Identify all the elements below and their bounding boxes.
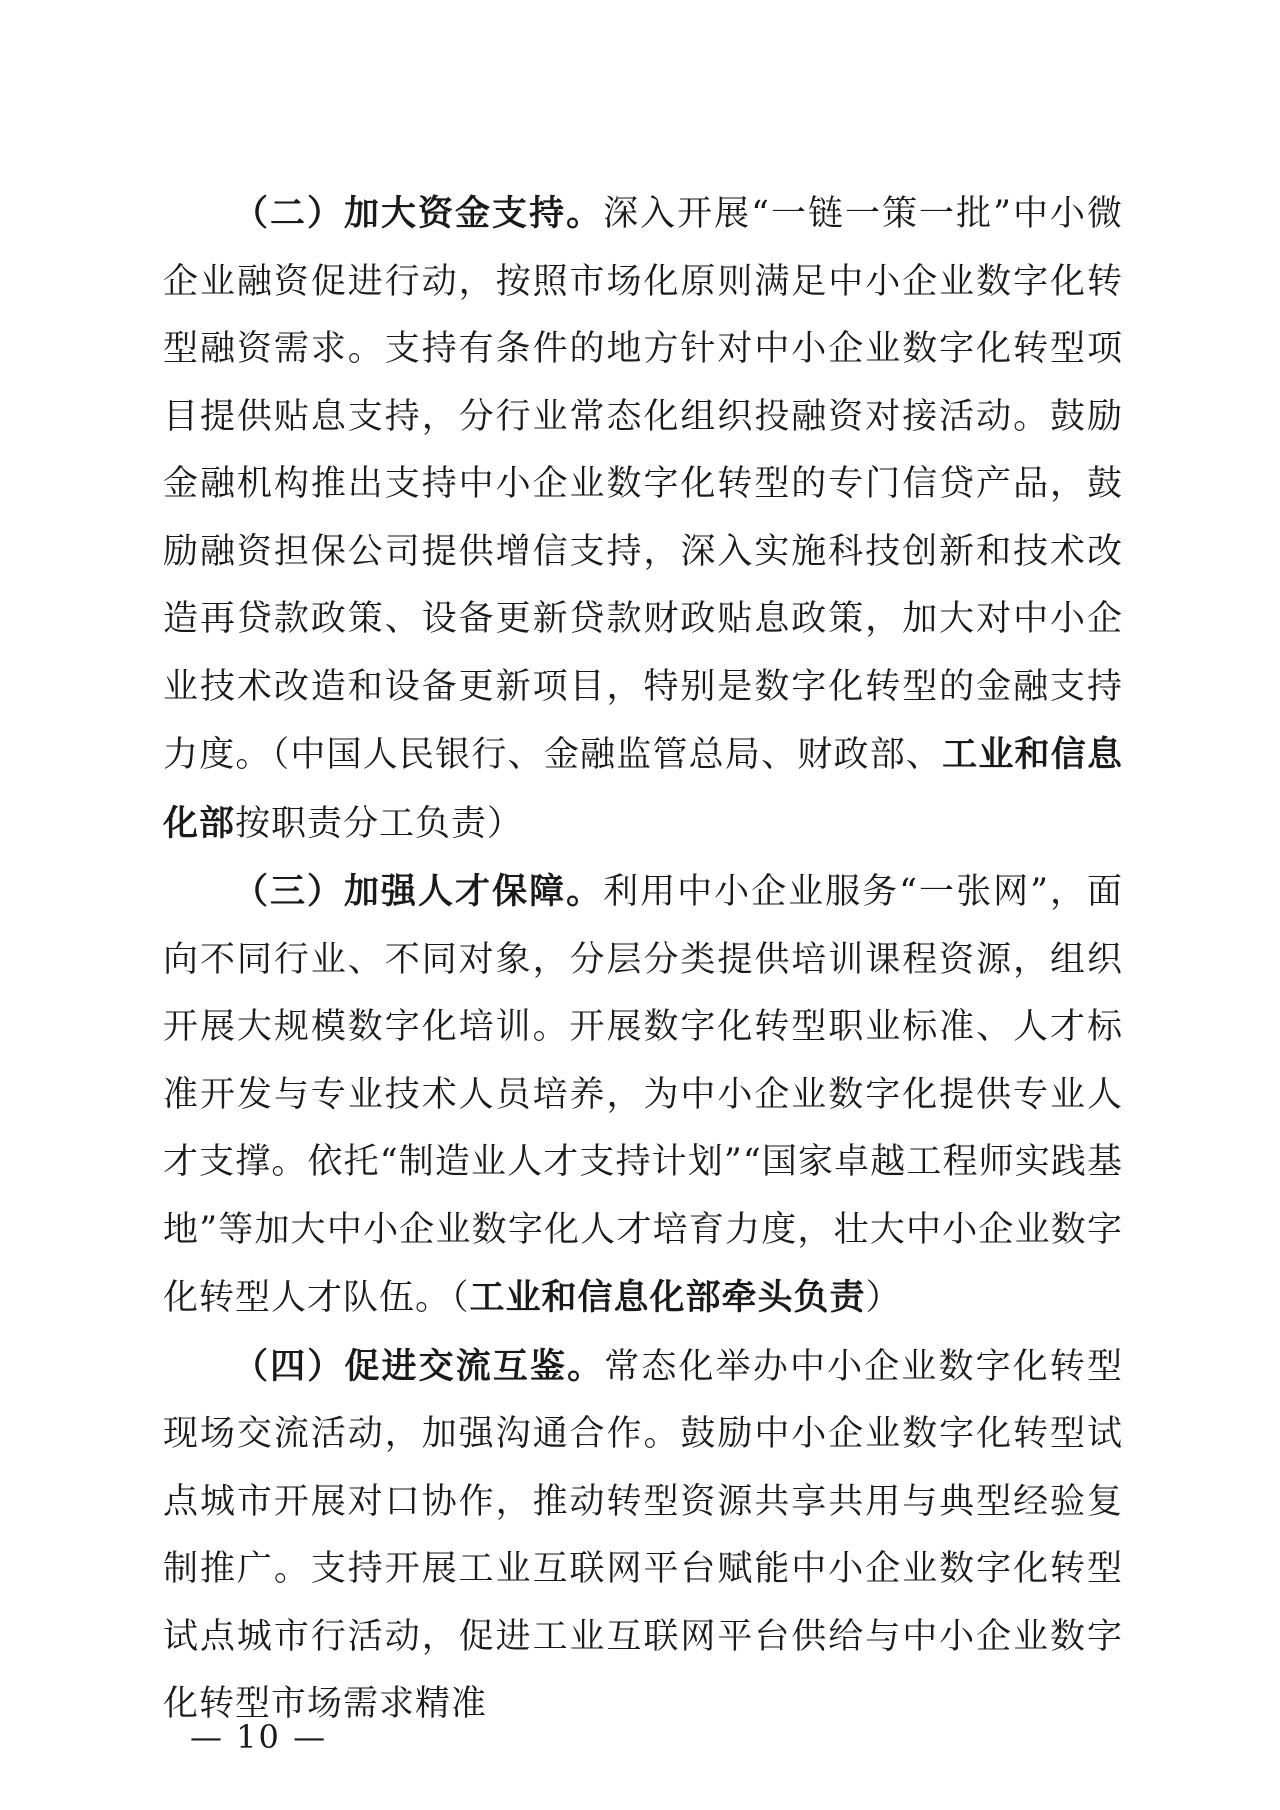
paragraph-heading: （四）促进交流互鉴。 bbox=[233, 1345, 605, 1387]
page-number: — 10 — bbox=[190, 1718, 328, 1756]
document-body bbox=[163, 180, 1123, 1739]
responsible-agency: 工业和信息化部牵头负责 bbox=[469, 1277, 866, 1318]
paragraph-funding-support bbox=[163, 180, 1123, 858]
paragraph-text: 深入开展“一链一策一批”中小微企业融资促进行动，按照市场化原则满足中小企业数字化转型融资需求。支持有条件的地方针对中小企业数字化转型项目提供贴息支持，分行业常态化组织投融资对接活动。鼓励金融机构推出支持中小企业数字化转型的专门信贷产品，鼓励融资担保公司提供增信支持，深入实施科技创新和技术改造再贷款政策、设备更新贷款财政贴息政策，加大对中小企业技术改造和设备更新项目，特别是数字化转型的金融支持力度。（中国人民银行、金融监管总局、财政部、 bbox=[163, 194, 1123, 775]
paragraph-text: 利用中小企业服务“一张网”，面向不同行业、不同对象，分层分类提供培训课程资源，组织开展大规模数字化培训。开展数字化转型职业标准、人才标准开发与专业技术人员培养，为中小企业数字化提供专业人才支撑。依托“制造业人才支持计划”“国家卓越工程师实践基地”等加大中小企业数字化人才培育力度，壮大中小企业数字化转型人才队伍。（ bbox=[163, 872, 1123, 1318]
paragraph-heading: （三）加强人才保障。 bbox=[233, 871, 604, 912]
paragraph-exchange bbox=[163, 1333, 1123, 1739]
paragraph-talent-support bbox=[163, 858, 1123, 1333]
paragraph-tail: 按职责分工负责） bbox=[235, 803, 524, 844]
paragraph-tail: ） bbox=[865, 1278, 902, 1318]
responsible-agency: 工业和信息化部 bbox=[163, 734, 1123, 844]
paragraph-text: 常态化举办中小企业数字化转型现场交流活动，加强沟通合作。鼓励中小企业数字化转型试点城市开展对口协作，推动转型资源共享共用与典型经验复制推广。支持开展工业互联网平台赋能中小企业数字化转型试点城市行活动，促进工业互联网平台供给与中小企业数字化转型市场需求精准 bbox=[163, 1346, 1123, 1724]
paragraph-heading: （二）加大资金支持。 bbox=[233, 193, 604, 234]
